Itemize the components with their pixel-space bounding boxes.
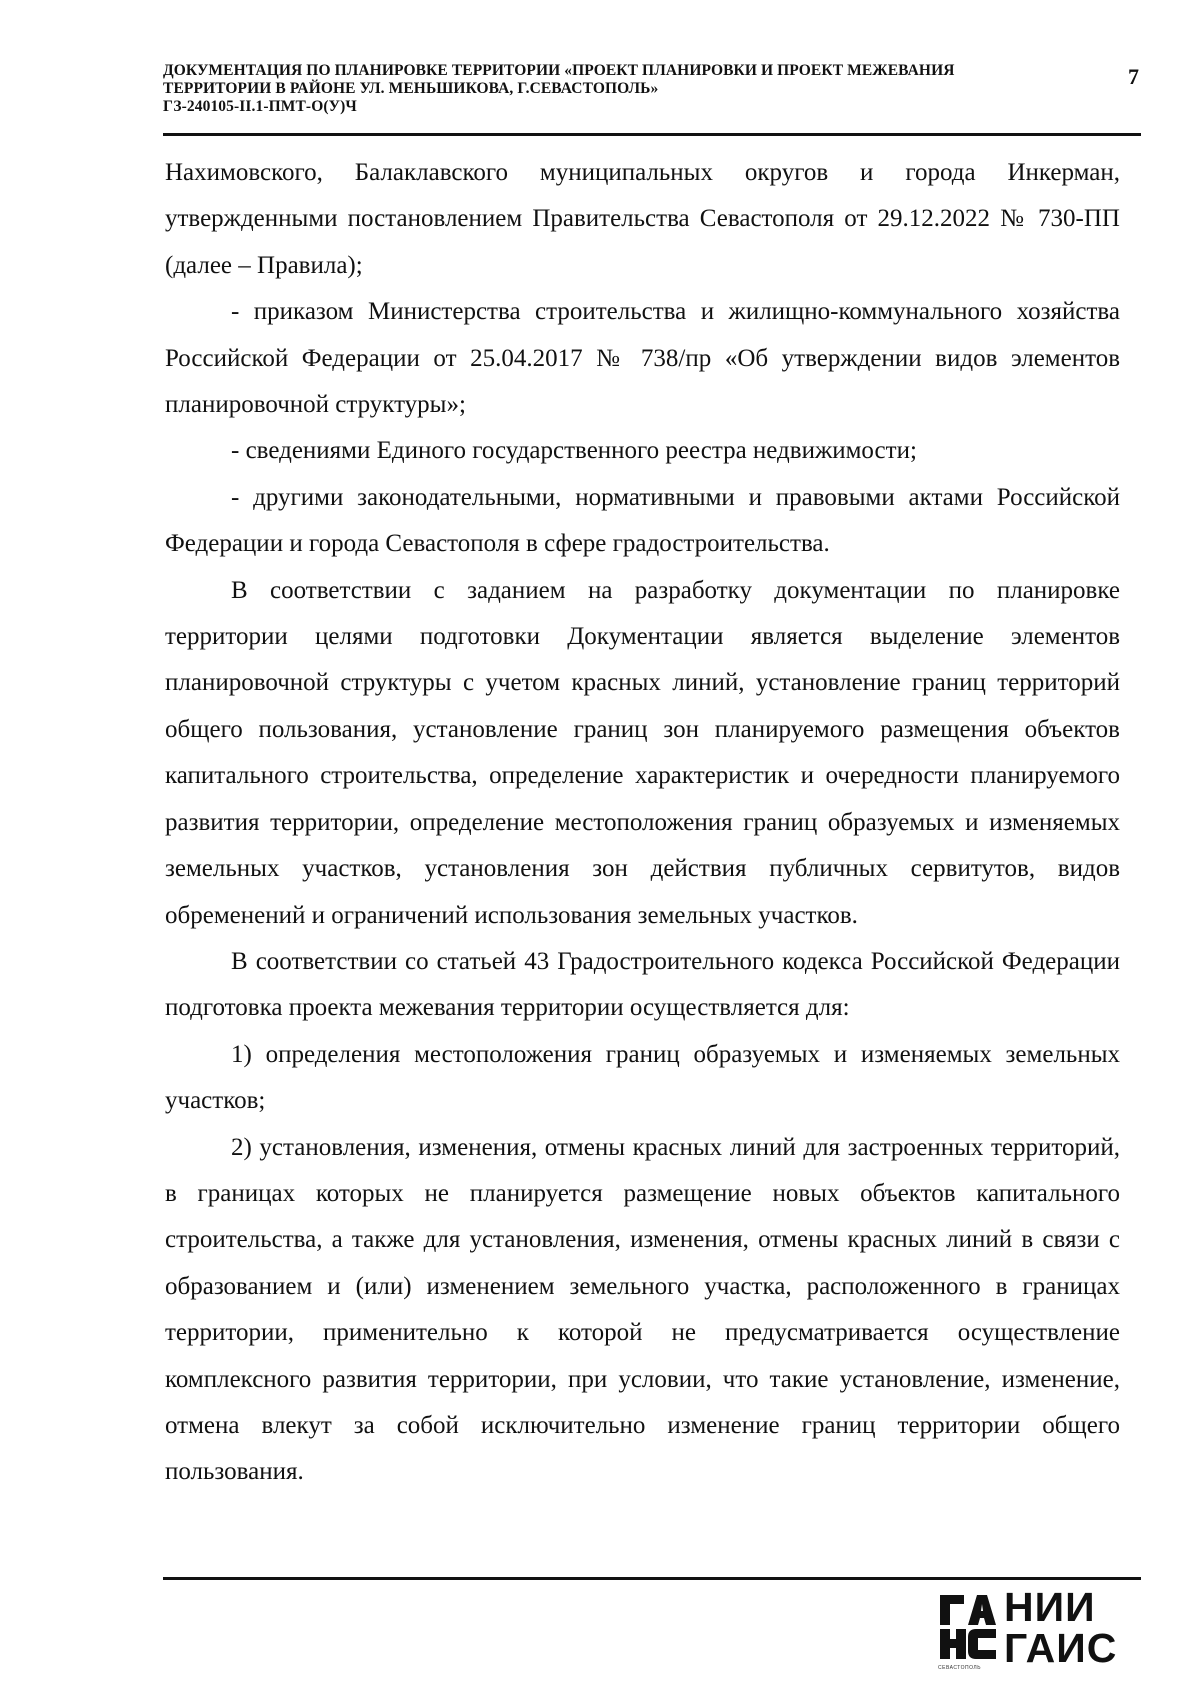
logo-wordmark [1004, 1584, 1118, 1671]
header-line-3: ГЗ-240105-II.1-ПМТ-О(У)Ч [163, 98, 357, 115]
niigais-logo [938, 1584, 1138, 1677]
paragraph-5: В соответствии с заданием на разработку документации по планировке территории целями подготовки Документации является выделение элементов планировочной структуры с учетом красных линий, установление границ территорий общего пользования, установление границ зон планируемого размещения объектов капитального строительства, определение характеристик и очередности планируемого развития территории, определение местоположения границ образуемых и изменяемых земельных участков, установления зон действия публичных сервитутов, видов обременений и ограничений использования земельных участков. [165, 576, 1120, 929]
paragraph-8: 2) установления, изменения, отмены красных линий для застроенных территорий, в границах которых не планируется размещение новых объектов капитального строительства, а также для установления, изменения, отмены красных линий в связи с образованием и (или) изменением земельного участка, расположенного в границах территории, применительно к которой не предусматривается осуществление комплексного развития территории, при условии, что такие установление, изменение, отмена влекут за собой исключительно изменение границ территории общего пользования. [165, 1133, 1120, 1486]
paragraph-1: Нахимовского, Балаклавского муниципальных округов и города Инкерман, утвержденными постановлением Правительства Севастополя от 29.12.2022 № 730-ПП (далее – Правила); [165, 159, 1120, 279]
header-divider [163, 133, 1141, 136]
logo-subtitle: СЕВАСТОПОЛЬ [938, 1665, 981, 1671]
paragraph-3: - сведениями Единого государственного реестра недвижимости; [231, 437, 917, 465]
paragraph-6: В соответствии со статьей 43 Градостроительного кодекса Российской Федерации подготовка проекта межевания территории осуществляется для: [165, 947, 1120, 1022]
paragraph-4: - другими законодательными, нормативными и правовыми актами Российской Федерации и города Севастополя в сфере градостроительства. [165, 483, 1120, 558]
logo-mark-icon [938, 1591, 996, 1663]
header-line-2: ТЕРРИТОРИИ В РАЙОНЕ УЛ. МЕНЬШИКОВА, Г.СЕВАСТОПОЛЬ» [163, 80, 659, 97]
logo-line-1: НИИ [1004, 1584, 1096, 1630]
header-line-1: ДОКУМЕНТАЦИЯ ПО ПЛАНИРОВКЕ ТЕРРИТОРИИ «ПРОЕКТ ПЛАНИРОВКИ И ПРОЕКТ МЕЖЕВАНИЯ [163, 62, 955, 79]
paragraph-2: - приказом Министерства строительства и жилищно-коммунального хозяйства Российской Федерации от 25.04.2017 № 738/пр «Об утверждении видов элементов планировочной структуры»; [165, 298, 1120, 419]
paragraph-7: 1) определения местоположения границ образуемых и изменяемых земельных участков; [165, 1040, 1120, 1115]
page-number: 7 [1128, 64, 1139, 89]
document-header [163, 62, 1143, 116]
logo-line-2: ГАИС [1004, 1625, 1118, 1671]
header-title [163, 62, 1143, 116]
footer-divider [163, 1577, 1141, 1580]
document-body [165, 150, 1120, 1496]
